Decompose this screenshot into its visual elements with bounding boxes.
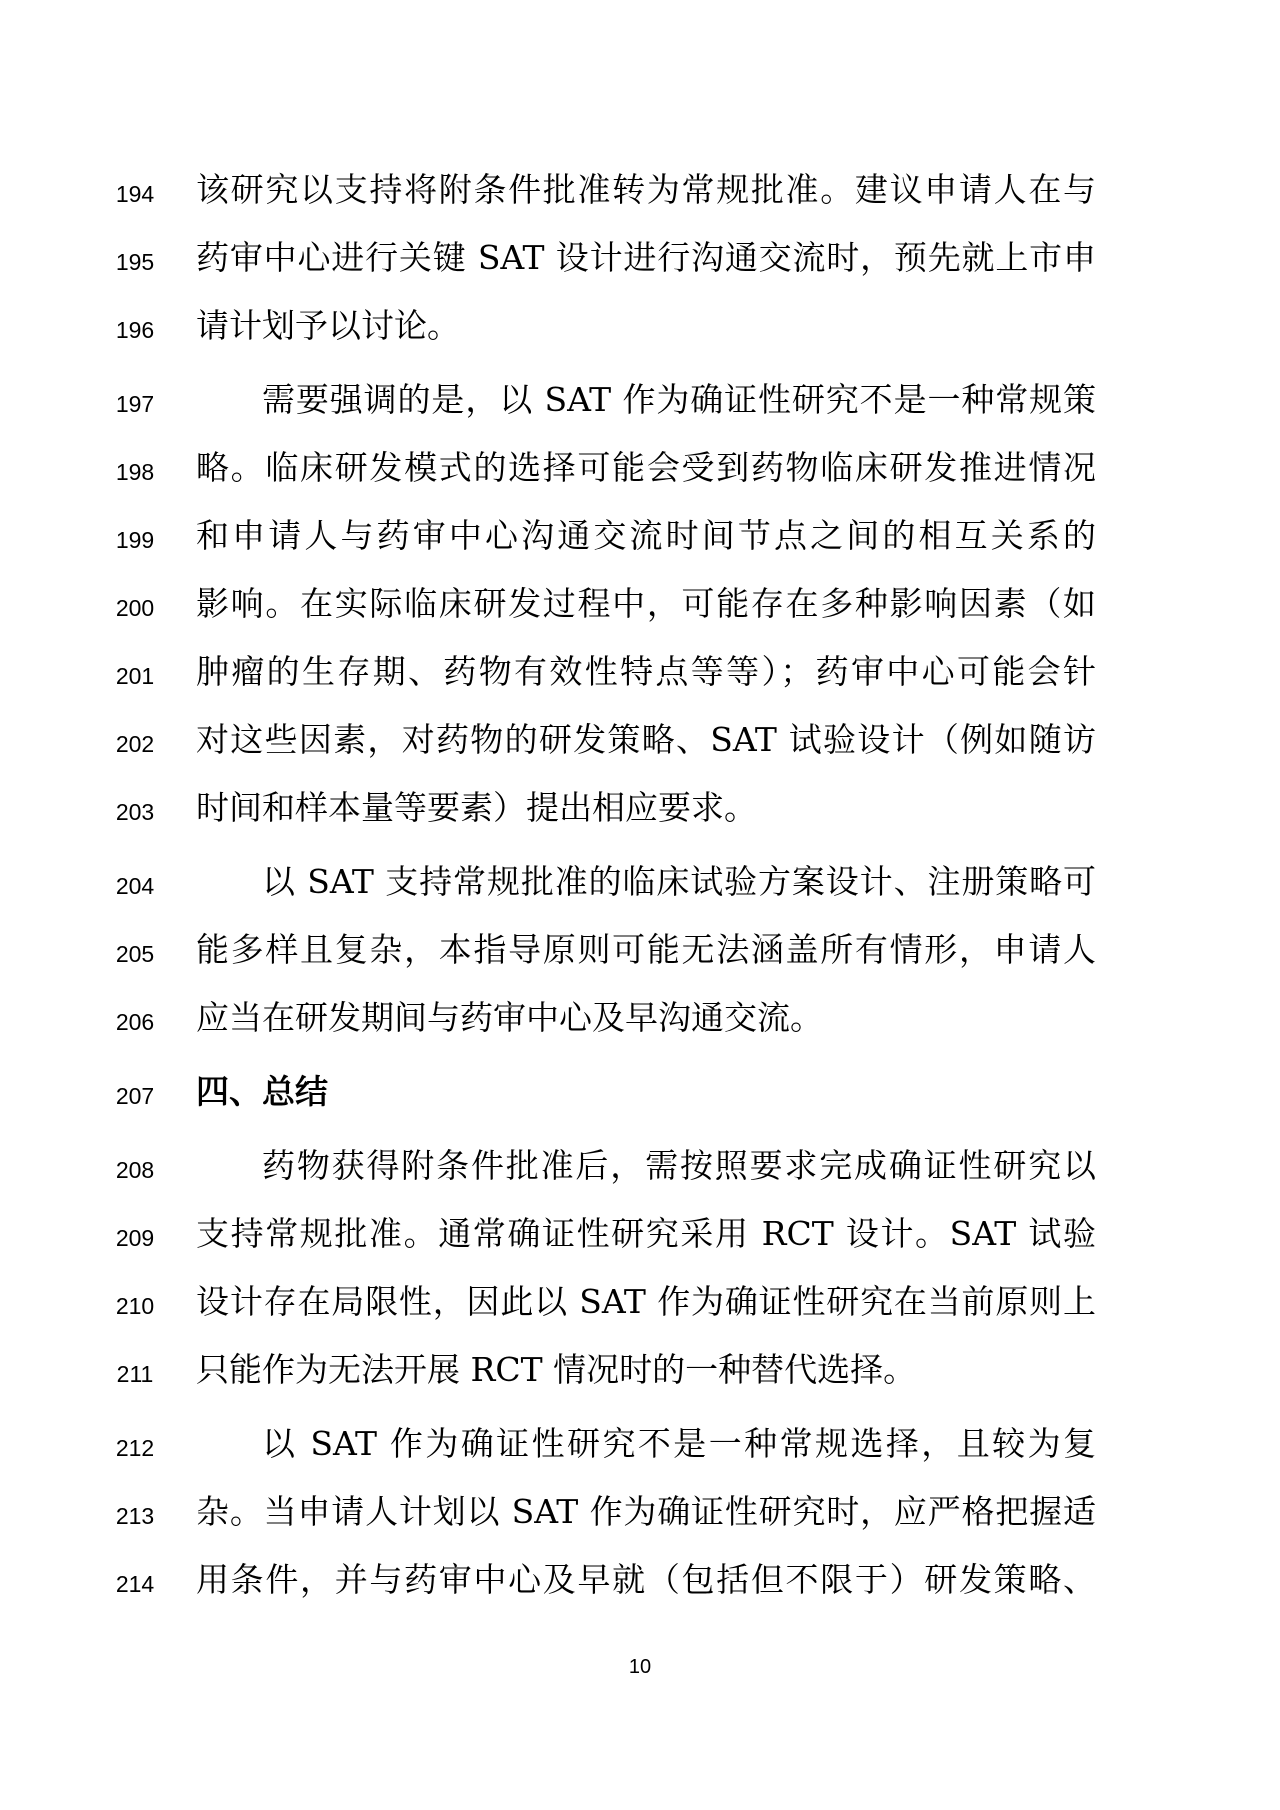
text-line bbox=[0, 714, 1280, 770]
line-number: 210 bbox=[115, 1293, 155, 1319]
line-number: 194 bbox=[115, 181, 155, 207]
line-text: 设计存在局限性，因此以 SAT 作为确证性研究在当前原则上 bbox=[196, 1282, 1096, 1321]
line-number: 197 bbox=[115, 391, 155, 417]
text-line bbox=[0, 510, 1280, 566]
line-text: 用条件，并与药审中心及早就（包括但不限于）研发策略、 bbox=[196, 1560, 1096, 1599]
line-number: 203 bbox=[115, 799, 155, 825]
text-line bbox=[0, 1208, 1280, 1264]
line-number: 209 bbox=[115, 1225, 155, 1251]
line-number: 199 bbox=[115, 527, 155, 553]
text-line bbox=[0, 856, 1280, 912]
text-line bbox=[0, 1344, 1280, 1400]
line-number: 195 bbox=[115, 249, 155, 275]
line-text: 支持常规批准。通常确证性研究采用 RCT 设计。SAT 试验 bbox=[196, 1214, 1096, 1253]
line-text: 时间和样本量等要素）提出相应要求。 bbox=[196, 788, 757, 827]
line-number: 214 bbox=[115, 1571, 155, 1597]
text-line bbox=[0, 1486, 1280, 1542]
text-line bbox=[0, 232, 1280, 288]
line-number: 211 bbox=[116, 1361, 154, 1387]
line-text: 和申请人与药审中心沟通交流时间节点之间的相互关系的 bbox=[196, 516, 1096, 555]
line-text: 以 SAT 支持常规批准的临床试验方案设计、注册策略可 bbox=[262, 862, 1096, 901]
line-text: 药审中心进行关键 SAT 设计进行沟通交流时，预先就上市申 bbox=[196, 238, 1096, 277]
line-number: 212 bbox=[115, 1435, 155, 1461]
text-line bbox=[0, 1276, 1280, 1332]
text-line bbox=[0, 578, 1280, 634]
text-line bbox=[0, 782, 1280, 838]
line-number: 198 bbox=[115, 459, 155, 485]
line-number: 207 bbox=[115, 1083, 155, 1109]
text-line bbox=[0, 164, 1280, 220]
text-line bbox=[0, 442, 1280, 498]
line-number: 201 bbox=[115, 663, 155, 689]
text-line bbox=[0, 646, 1280, 702]
line-text: 以 SAT 作为确证性研究不是一种常规选择，且较为复 bbox=[262, 1424, 1096, 1463]
line-text: 对这些因素，对药物的研发策略、SAT 试验设计（例如随访 bbox=[196, 720, 1096, 759]
text-line bbox=[0, 1554, 1280, 1610]
line-text: 能多样且复杂，本指导原则可能无法涵盖所有情形，申请人 bbox=[196, 930, 1096, 969]
section-heading-line bbox=[0, 1066, 1280, 1122]
line-number: 200 bbox=[115, 595, 155, 621]
line-text: 影响。在实际临床研发过程中，可能存在多种影响因素（如 bbox=[196, 584, 1096, 623]
page-number: 10 bbox=[628, 1656, 652, 1678]
text-line bbox=[0, 1140, 1280, 1196]
text-line bbox=[0, 992, 1280, 1048]
line-text: 应当在研发期间与药审中心及早沟通交流。 bbox=[196, 998, 823, 1037]
line-number: 204 bbox=[115, 873, 155, 899]
section-heading: 四、总结 bbox=[196, 1072, 328, 1111]
line-number: 196 bbox=[115, 317, 155, 343]
text-line bbox=[0, 300, 1280, 356]
line-number: 205 bbox=[115, 941, 155, 967]
text-line bbox=[0, 924, 1280, 980]
line-number: 206 bbox=[115, 1009, 155, 1035]
line-text: 杂。当申请人计划以 SAT 作为确证性研究时，应严格把握适 bbox=[196, 1492, 1096, 1531]
line-number: 202 bbox=[115, 731, 155, 757]
line-number: 213 bbox=[115, 1503, 155, 1529]
line-text: 只能作为无法开展 RCT 情况时的一种替代选择。 bbox=[196, 1350, 917, 1389]
line-text: 肿瘤的生存期、药物有效性特点等等）；药审中心可能会针 bbox=[196, 652, 1096, 691]
line-number: 208 bbox=[115, 1157, 155, 1183]
line-text: 请计划予以讨论。 bbox=[196, 306, 460, 345]
line-text: 药物获得附条件批准后，需按照要求完成确证性研究以 bbox=[262, 1146, 1096, 1185]
line-text: 该研究以支持将附条件批准转为常规批准。建议申请人在与 bbox=[196, 170, 1096, 209]
text-line bbox=[0, 374, 1280, 430]
text-line bbox=[0, 1418, 1280, 1474]
line-text: 略。临床研发模式的选择可能会受到药物临床研发推进情况 bbox=[196, 448, 1096, 487]
line-text: 需要强调的是，以 SAT 作为确证性研究不是一种常规策 bbox=[262, 380, 1096, 419]
